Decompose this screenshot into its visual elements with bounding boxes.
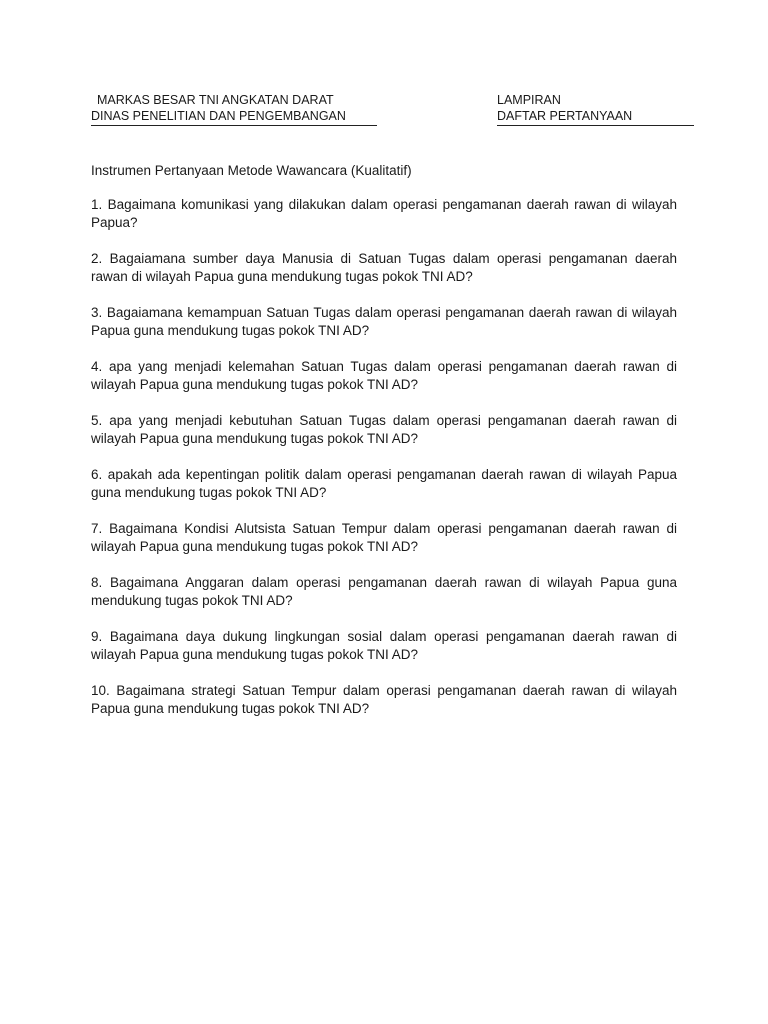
question-item-10: 10. Bagaimana strategi Satuan Tempur dalam operasi pengamanan daerah rawan di wilayah Papua guna mendukung tugas pokok TNI AD? <box>91 683 677 716</box>
header-institution-line1: MARKAS BESAR TNI ANGKATAN DARAT <box>97 93 334 107</box>
question-item-7: 7. Bagaimana Kondisi Alutsista Satuan Tempur dalam operasi pengamanan daerah rawan di wilayah Papua guna mendukung tugas pokok TNI AD? <box>91 521 677 554</box>
header-institution <box>91 92 377 126</box>
question-item-1: 1. Bagaimana komunikasi yang dilakukan dalam operasi pengamanan daerah rawan di wilayah Papua? <box>91 197 677 230</box>
document-subtitle: Instrumen Pertanyaan Metode Wawancara (Kualitatif) <box>91 163 412 178</box>
question-item-8: 8. Bagaimana Anggaran dalam operasi pengamanan daerah rawan di wilayah Papua guna mendukung tugas pokok TNI AD? <box>91 575 677 608</box>
header-attachment <box>497 92 694 126</box>
header-attachment-line1: LAMPIRAN <box>497 93 561 107</box>
question-item-9: 9. Bagaimana daya dukung lingkungan sosial dalam operasi pengamanan daerah rawan di wilayah Papua guna mendukung tugas pokok TNI AD? <box>91 629 677 662</box>
question-item-6: 6. apakah ada kepentingan politik dalam operasi pengamanan daerah rawan di wilayah Papua guna mendukung tugas pokok TNI AD? <box>91 467 677 500</box>
header-attachment-line2: DAFTAR PERTANYAAN <box>497 109 633 123</box>
question-item-2: 2. Bagaiamana sumber daya Manusia di Satuan Tugas dalam operasi pengamanan daerah rawan di wilayah Papua guna mendukung tugas pokok TNI AD? <box>91 251 677 284</box>
question-item-5: 5. apa yang menjadi kebutuhan Satuan Tugas dalam operasi pengamanan daerah rawan di wilayah Papua guna mendukung tugas pokok TNI AD? <box>91 413 677 446</box>
question-item-4: 4. apa yang menjadi kelemahan Satuan Tugas dalam operasi pengamanan daerah rawan di wilayah Papua guna mendukung tugas pokok TNI AD? <box>91 359 677 392</box>
header-institution-line2: DINAS PENELITIAN DAN PENGEMBANGAN <box>91 109 346 123</box>
document-body <box>91 162 677 736</box>
question-item-3: 3. Bagaiamana kemampuan Satuan Tugas dalam operasi pengamanan daerah rawan di wilayah Papua guna mendukung tugas pokok TNI AD? <box>91 305 677 338</box>
